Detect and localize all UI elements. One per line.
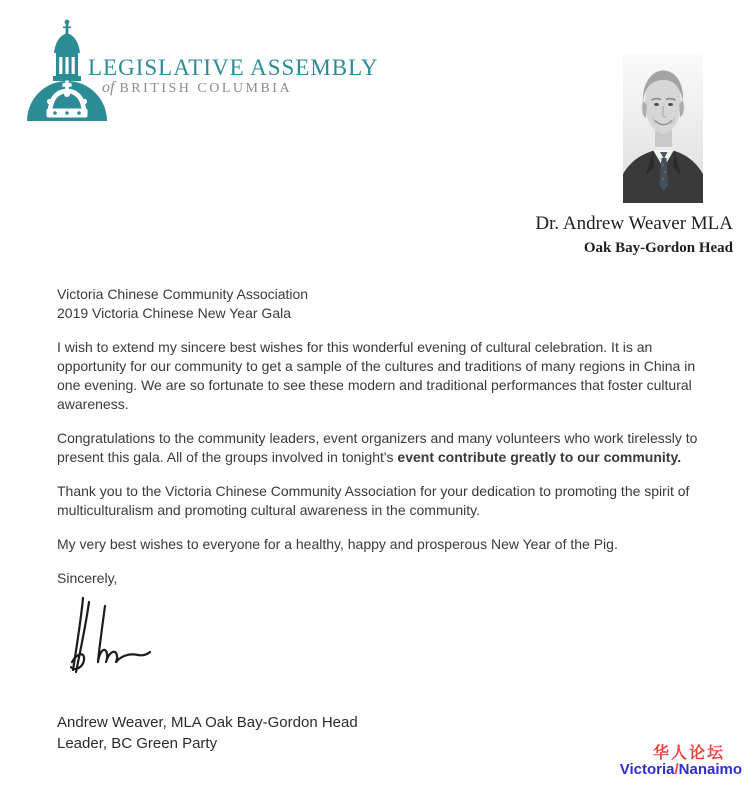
valediction-text: Sincerely,: [57, 570, 118, 586]
paragraph-line: My very best wishes to everyone for a healthy, happy and prosperous New Year of the Pig.: [57, 536, 618, 552]
paragraph-1: [57, 338, 737, 414]
watermark-victoria: Victoria: [619, 761, 675, 778]
paragraph-line: Thank you to the Victoria Chinese Community Association for your dedication to promoting the spirit of: [57, 483, 690, 499]
watermark-site: [620, 762, 742, 778]
signee-name: Dr. Andrew Weaver MLA: [535, 213, 733, 234]
closing-name: Andrew Weaver, MLA Oak Bay-Gordon Head: [57, 714, 358, 731]
paragraph-text: present this gala. All of the groups involved in tonight's: [57, 449, 394, 465]
paragraph-line: opportunity for our community to get a sample of the cultures and traditions of many regions in China in: [57, 358, 696, 374]
signature-image: [58, 592, 158, 693]
recipient-line: Victoria Chinese Community Association: [57, 286, 309, 302]
paragraph-3: [57, 482, 737, 520]
signee-riding: Oak Bay-Gordon Head: [583, 240, 733, 256]
recipient-line: 2019 Victoria Chinese New Year Gala: [57, 305, 292, 321]
subtitle-of: of: [102, 79, 115, 96]
watermark-chinese: 华人论坛: [652, 745, 725, 762]
paragraph-line: [57, 448, 737, 467]
paragraph-2: [57, 429, 737, 467]
paragraph-line: one evening. We are so fortunate to see these modern and traditional performances that foster cultural: [57, 377, 692, 393]
watermark-slash: /: [674, 761, 679, 778]
paragraph-line: awareness.: [57, 396, 129, 412]
bold-phrase: event contribute greatly to our community.: [393, 449, 682, 465]
closing-block: [57, 712, 358, 754]
assembly-subtitle: [102, 79, 292, 97]
valediction: [57, 569, 737, 588]
closing-title: Leader, BC Green Party: [57, 735, 218, 752]
watermark-nanaimo: Nanaimo: [678, 761, 742, 778]
portrait-photo: [623, 55, 703, 203]
watermark: [620, 746, 742, 778]
paragraph-line: multiculturalism and promoting cultural awareness in the community.: [57, 502, 481, 518]
paragraph-line: I wish to extend my sincere best wishes for this wonderful evening of cultural celebration. It is an: [57, 339, 653, 355]
letter-body: [57, 285, 737, 603]
recipient-block: [57, 285, 737, 323]
paragraph-4: [57, 535, 737, 554]
paragraph-line: Congratulations to the community leaders, event organizers and many volunteers who work tirelessly to: [57, 430, 698, 446]
assembly-wordmark: LEGISLATIVE ASSEMBLY: [88, 55, 379, 80]
subtitle-province: BRITISH COLUMBIA: [119, 81, 293, 96]
